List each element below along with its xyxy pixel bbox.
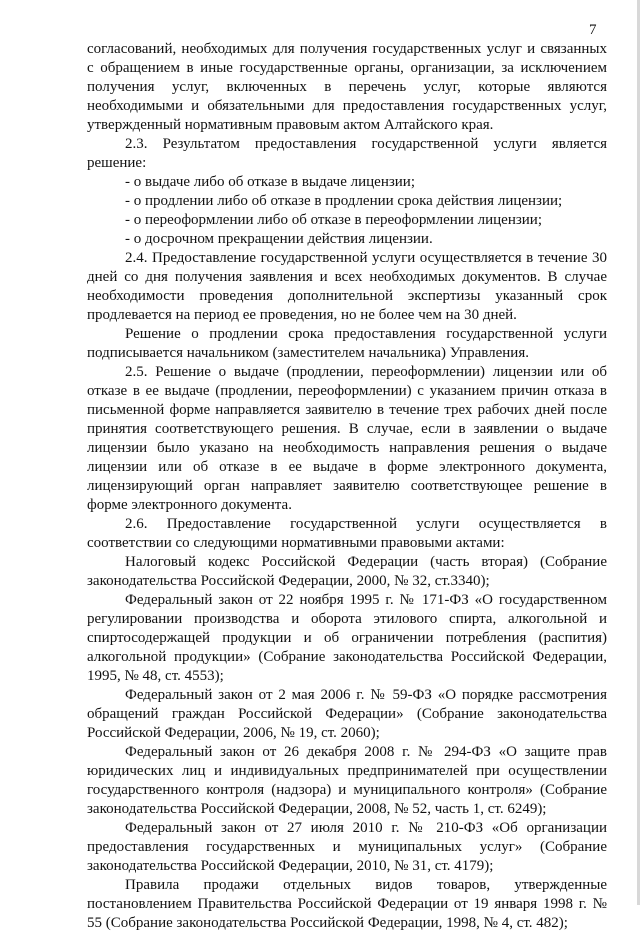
body-text — [87, 40, 607, 933]
legal-act-210-fz: Федеральный закон от 27 июля 2010 г. № 210-ФЗ «Об организации предоставления государственных и муниципальных услуг» (Собрание законодательства Российской Федерации, 2010, № 31, ст. 4179); — [87, 820, 607, 874]
legal-act-sales-rules: Правила продажи отдельных видов товаров, утвержденные постановлением Правительства Российской Федерации от 19 января 1998 г. № 55 (Собрание законодательства Российской Федерации, 1998, № 4, ст. 482); — [87, 877, 607, 931]
list-item: - о переоформлении либо об отказе в переоформлении лицензии; — [125, 212, 542, 228]
list-item: - о досрочном прекращении действия лицензии. — [125, 231, 433, 247]
paragraph-2-3: 2.3. Результатом предоставления государственной услуги является решение: — [87, 136, 607, 171]
list-item: - о выдаче либо об отказе в выдаче лицензии; — [125, 174, 415, 190]
paragraph-2-4: 2.4. Предоставление государственной услуги осуществляется в течение 30 дней со дня получения заявления и всех необходимых документов. В случае необходимости проведения дополнительной экспертизы указанный срок продлевается на период ее проведения, но не более чем на 30 дней. — [87, 250, 607, 323]
paragraph-continuation: согласований, необходимых для получения государственных услуг и связанных с обращением в иные государственные органы, организации, за исключением получения услуг, включенных в перечень услуг, которые являются необходимыми и обязательными для предоставления государственных услуг, утвержденный нормативным правовым актом Алтайского края. — [87, 41, 607, 133]
paragraph-2-5: 2.5. Решение о выдаче (продлении, переоформлении) лицензии или об отказе в ее выдаче (продлении, переоформлении) с указанием причин отказа в письменной форме направляется заявителю в течение трех рабочих дней после принятия соответствующего решения. В случае, если в заявлении о выдаче лицензии было указано на необходимость направления решения о выдаче лицензии или об отказе в ее выдаче в форме электронного документа, лицензирующий орган направляет заявителю соответствующее решение в форме электронного документа. — [87, 364, 607, 513]
paragraph-2-6: 2.6. Предоставление государственной услуги осуществляется в соответствии со следующими нормативными правовыми актами: — [87, 516, 607, 551]
legal-act-tax-code: Налоговый кодекс Российской Федерации (часть вторая) (Собрание законодательства Российской Федерации, 2000, № 32, ст.3340); — [87, 554, 607, 589]
paragraph-extension-decision: Решение о продлении срока предоставления государственной услуги подписывается начальником (заместителем начальника) Управления. — [87, 326, 607, 361]
legal-act-294-fz: Федеральный закон от 26 декабря 2008 г. № 294-ФЗ «О защите прав юридических лиц и индивидуальных предпринимателей при осуществлении государственного контроля (надзора) и муниципального контроля» (Собрание законодательства Российской Федерации, 2008, № 52, часть 1, ст. 6249); — [87, 744, 607, 817]
list-item: - о продлении либо об отказе в продлении срока действия лицензии; — [125, 193, 563, 209]
legal-act-171-fz: Федеральный закон от 22 ноября 1995 г. № 171-ФЗ «О государственном регулировании производства и оборота этилового спирта, алкогольной и спиртосодержащей продукции и об ограничении потребления (распития) алкогольной продукции» (Собрание законодательства Российской Федерации, 1995, № 48, ст. 4553); — [87, 592, 607, 684]
legal-act-59-fz: Федеральный закон от 2 мая 2006 г. № 59-ФЗ «О порядке рассмотрения обращений граждан Российской Федерации» (Собрание законодательства Российской Федерации, 2006, № 19, ст. 2060); — [87, 687, 607, 741]
page-number: 7 — [589, 22, 597, 38]
